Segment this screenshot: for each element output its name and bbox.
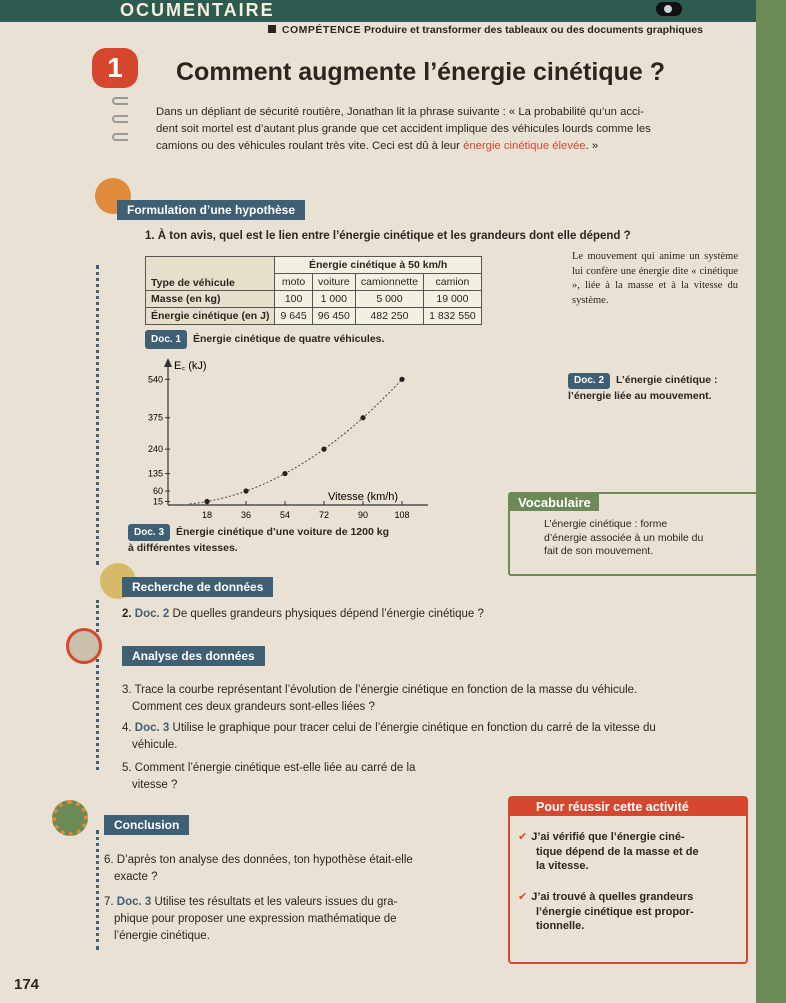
y-axis-label: E꜀ (kJ): [174, 360, 207, 372]
vocab-line-3: fait de son mouvement.: [544, 545, 654, 557]
page-title: Comment augmente l’énergie cinétique ?: [176, 58, 665, 86]
table-cell: 5 000: [355, 291, 423, 308]
spiral-rings: [112, 97, 136, 151]
data-point: [360, 415, 365, 420]
intro-line-2: dent soit mortel est d’autant plus grande que cet accident implique des véhicules lourds comme les: [156, 123, 651, 135]
question-6: [104, 852, 413, 886]
ring-icon: [112, 115, 128, 123]
section-recherche: Recherche de données: [122, 577, 273, 597]
question-4-text: Utilise le graphique pour tracer celui de l’énergie cinétique en fonction du carré de la vitesse du: [172, 722, 656, 734]
vocabulary-body: [544, 518, 769, 559]
data-point: [399, 377, 404, 382]
x-tick-label: 54: [279, 510, 291, 520]
margin-dots: [96, 265, 100, 565]
check-icon: ✔: [518, 831, 528, 843]
table-cell: voiture: [312, 274, 355, 291]
doc1-tag: Doc. 1: [145, 330, 187, 349]
table-cell: 1 832 550: [424, 308, 482, 325]
competence-line: [268, 24, 703, 36]
y-tick-label: 135: [147, 468, 163, 479]
question-4-number: 4.: [122, 722, 132, 734]
x-axis-label: Vitesse (km/h): [328, 491, 399, 503]
question-7-text: Utilise tes résultats et les valeurs issues du gra-: [154, 896, 398, 908]
question-7-doc: Doc. 3: [116, 896, 152, 908]
table-cell: 100: [275, 291, 312, 308]
doc2-caption-b: l’énergie liée au mouvement.: [568, 390, 712, 402]
y-axis-arrow-icon: [164, 358, 172, 367]
success-item-1-c: la vitesse.: [536, 860, 589, 872]
vocab-line-1: L’énergie cinétique : forme: [544, 518, 668, 530]
margin-dots: [96, 830, 100, 950]
data-point: [243, 488, 248, 493]
question-3: [122, 682, 637, 716]
question-2-number: 2.: [122, 608, 132, 620]
question-1: 1. À ton avis, quel est le lien entre l’énergie cinétique et les grandeurs dont elle dépend ?: [145, 230, 631, 242]
y-tick-label: 60: [152, 486, 163, 497]
doc3-chart: [128, 355, 448, 525]
vocabulary-box: [508, 492, 772, 576]
question-4-line-2: véhicule.: [132, 739, 178, 751]
intro-line-1: Dans un dépliant de sécurité routière, Jonathan lit la phrase suivante : « La probabilité qu’un acci-: [156, 106, 644, 118]
doc2-caption: [568, 373, 758, 403]
section-analyse: Analyse des données: [122, 646, 265, 666]
question-6-line-2: exacte ?: [114, 871, 158, 883]
table-header-mass: Masse (en kg): [146, 291, 275, 308]
question-3-line-2: Comment ces deux grandeurs sont-elles liées ?: [132, 701, 375, 713]
success-item-2-b: l’énergie cinétique est propor-: [536, 905, 694, 918]
question-4-doc: Doc. 3: [134, 722, 170, 734]
section-conclusion: Conclusion: [104, 815, 189, 835]
success-item-2-a: J’ai trouvé à quelles grandeurs: [531, 891, 694, 903]
table-cell: camion: [424, 274, 482, 291]
data-point: [204, 499, 209, 504]
page-number: 174: [14, 976, 40, 993]
question-7-line-2: phique pour proposer une expression mathématique de: [114, 913, 397, 925]
success-item-1: [518, 830, 699, 874]
table-cell: 9 645: [275, 308, 312, 325]
question-5-line-2: vitesse ?: [132, 779, 178, 791]
table-cell: moto: [275, 274, 312, 291]
success-item-2: [518, 890, 694, 934]
doc2-tag: Doc. 2: [568, 373, 610, 389]
banner-title: OCUMENTAIRE: [120, 0, 275, 20]
doc1-caption: Énergie cinétique de quatre véhicules.: [193, 333, 385, 345]
question-2-text: De quelles grandeurs physiques dépend l’énergie cinétique ?: [172, 608, 484, 620]
intro-line-3-text: camions ou des véhicules roulant très vite. Ceci est dû à leur: [156, 140, 464, 152]
intro-text: [156, 104, 736, 155]
question-4-line-1: [122, 720, 656, 737]
question-4: [122, 720, 656, 754]
y-tick-label: 15: [152, 496, 163, 507]
doc3-caption-b: à différentes vitesses.: [128, 542, 238, 554]
y-tick-label: 240: [147, 444, 163, 455]
x-tick-label: 36: [240, 510, 252, 520]
doc3-caption-a: Énergie cinétique d’une voiture de 1200 kg: [176, 526, 389, 538]
doc2-text: Le mouvement qui anime un système lui confère une énergie dite « cinétique », liée à la masse et à la vitesse du système.: [572, 251, 738, 306]
table-cell: 482 250: [355, 308, 423, 325]
success-item-1-a: J’ai vérifié que l’énergie ciné-: [531, 831, 685, 843]
success-title: Pour réussir cette activité: [510, 798, 746, 816]
x-tick-label: 90: [357, 510, 369, 520]
doc3-tag: Doc. 3: [128, 524, 170, 541]
section-hypothese: Formulation d’une hypothèse: [117, 200, 305, 220]
question-5: [122, 760, 415, 794]
doc2-caption-a: L’énergie cinétique :: [616, 374, 718, 386]
intro-line-3: [156, 138, 736, 155]
gear-icon: [52, 800, 88, 836]
x-tick-label: 108: [394, 510, 410, 520]
y-tick-label: 540: [147, 374, 163, 385]
question-2-doc: Doc. 2: [134, 608, 170, 620]
success-box: [508, 796, 748, 964]
check-icon: ✔: [518, 891, 528, 903]
trend-line: [190, 379, 402, 504]
data-point: [321, 447, 326, 452]
competence-text: Produire et transformer des tableaux ou des documents graphiques: [363, 24, 703, 36]
doc1-caption-line: [145, 330, 384, 349]
intro-highlight: énergie cinétique élevée: [463, 140, 586, 152]
activity-number: 1: [92, 48, 138, 88]
x-tick-label: 72: [318, 510, 330, 520]
table-cell: 19 000: [424, 291, 482, 308]
question-5-line-1: 5. Comment l’énergie cinétique est-elle liée au carré de la: [122, 762, 416, 774]
question-7: [104, 894, 397, 945]
data-point: [282, 471, 287, 476]
table-header-type: Type de véhicule: [146, 257, 275, 291]
ring-icon: [112, 97, 128, 105]
vocab-line-2: d’énergie associée à un mobile du: [544, 531, 704, 544]
question-2: [122, 606, 484, 623]
square-bullet-icon: [268, 25, 276, 33]
table-header-energy: Énergie cinétique (en J): [146, 308, 275, 325]
question-7-line-3: l’énergie cinétique.: [114, 930, 210, 942]
ring-icon: [112, 133, 128, 141]
table-super-header: Énergie cinétique à 50 km/h: [275, 257, 481, 274]
doc3-caption: [128, 524, 389, 556]
question-7-line-1: [104, 894, 397, 911]
competence-label: COMPÉTENCE: [281, 24, 362, 36]
question-6-line-1: 6. D’après ton analyse des données, ton hypothèse était-elle: [104, 854, 413, 866]
table-cell: camionnette: [355, 274, 423, 291]
x-tick-label: 18: [201, 510, 213, 520]
doc1-table: [145, 256, 482, 325]
magnifier-icon: [66, 628, 102, 664]
table-cell: 96 450: [312, 308, 355, 325]
success-item-1-b: tique dépend de la masse et de: [536, 845, 699, 858]
y-tick-label: 375: [147, 412, 163, 423]
camera-lens-icon: [656, 2, 682, 16]
question-7-number: 7.: [104, 896, 114, 908]
margin-dots: [96, 600, 100, 770]
vocabulary-title: Vocabulaire: [510, 494, 599, 511]
success-item-2-c: tionnelle.: [536, 920, 585, 932]
table-cell: 1 000: [312, 291, 355, 308]
intro-line-3-end: . »: [585, 140, 599, 152]
question-3-line-1: 3. Trace la courbe représentant l’évolution de l’énergie cinétique en fonction de la masse du véhicule.: [122, 684, 638, 696]
